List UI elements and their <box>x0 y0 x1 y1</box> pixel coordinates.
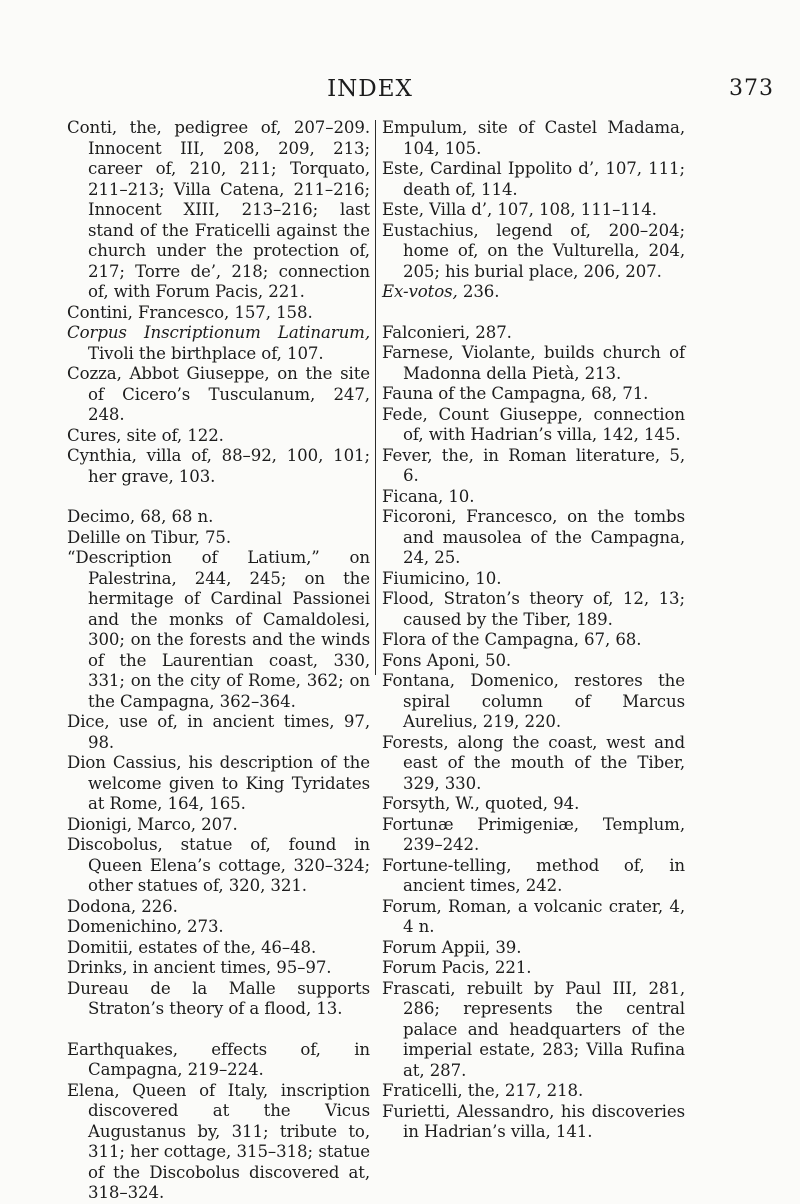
index-entry <box>382 630 685 651</box>
index-entry-text: Fede, Count Giuseppe, connection of, with Hadrian’s villa, 142, 145. <box>382 404 685 444</box>
index-entry-text: Flora of the Campagna, 67, 68. <box>382 630 642 649</box>
index-entry-text: Conti, the, pedigree of, 207–209. Innocent III, 208, 209, 213; career of, 210, 211; Torquato, 211–213; Villa Catena, 211–216; Innocent XIII, 213–216; last stand of the Fraticelli against the church under the protection of, 217; Torre de’, 218; connection of, with Forum Pacis, 221. <box>67 118 370 301</box>
index-entry <box>382 221 685 283</box>
index-entry-text: Cynthia, villa of, 88–92, 100, 101; her grave, 103. <box>67 446 370 486</box>
index-entry <box>382 446 685 487</box>
index-entry-text: Domenichino, 273. <box>67 917 224 936</box>
index-entry-text: Forum, Roman, a volcanic crater, 4, 4 n. <box>382 896 685 936</box>
index-entry-text: Dodona, 226. <box>67 896 178 916</box>
index-entry <box>382 1081 685 1102</box>
index-entry-text: Eustachius, legend of, 200–204; home of, on the Vulturella, 204, 205; his burial place, 206, 207. <box>382 220 685 281</box>
index-entry-text: Fiumicino, 10. <box>382 568 502 588</box>
index-entry-text: Elena, Queen of Italy, inscription discovered at the Vicus Augustanus by, 311; tribute to, 311; her cottage, 315–318; statue of the Discobolus discovered at, 318–324. <box>67 1080 370 1202</box>
index-entry <box>67 958 370 979</box>
index-entry <box>67 364 370 426</box>
index-entry <box>382 118 685 159</box>
index-entry <box>382 487 685 508</box>
index-entry <box>67 1081 370 1204</box>
index-entry-text: Forum Pacis, 221. <box>382 958 532 977</box>
index-entry-text: Forsyth, W., quoted, 94. <box>382 794 580 813</box>
index-entry-text: Delille on Tibur, 75. <box>67 527 232 547</box>
index-entry-text: Cures, site of, 122. <box>67 425 224 445</box>
index-entry-text: Frascati, rebuilt by Paul III, 281, 286; represents the central palace and headquarters of the imperial estate, 283; Villa Rufina at, 287. <box>382 978 685 1080</box>
index-entry-text: Ficoroni, Francesco, on the tombs and mausolea of the Campagna, 24, 25. <box>382 507 685 567</box>
index-entry-text: Flood, Straton’s theory of, 12, 13; caused by the Tiber, 189. <box>382 589 685 629</box>
index-entry-text: Forests, along the coast, west and east of the mouth of the Tiber, 329, 330. <box>382 732 685 793</box>
index-entry-text: Fraticelli, the, 217, 218. <box>382 1081 584 1100</box>
index-entry <box>67 303 370 324</box>
index-entry-text: Este, Cardinal Ippolito d’, 107, 111; death of, 114. <box>382 159 685 199</box>
index-entry-text: Fortune-telling, method of, in ancient times, 242. <box>382 855 685 895</box>
index-entry <box>382 589 685 630</box>
index-entry <box>382 1102 685 1143</box>
index-entry <box>67 548 370 712</box>
index-entry <box>67 1040 370 1081</box>
index-entry <box>382 405 685 446</box>
index-entry-text: Ficana, 10. <box>382 486 475 506</box>
index-entry <box>382 323 685 344</box>
index-entry-text: Empulum, site of Castel Madama, 104, 105. <box>382 118 685 158</box>
index-entry-text: Cozza, Abbot Giuseppe, on the site of Cicero’s Tusculanum, 247, 248. <box>67 364 370 424</box>
index-column-right <box>382 118 685 1143</box>
index-entry <box>67 507 370 528</box>
index-entry <box>382 794 685 815</box>
index-entry-text: “Description of Latium,” on Palestrina, 244, 245; on the hermitage of Cardinal Passionei and the monks of Camaldolesi, 300; on the forests and the winds of the Laurentian coast, 330, 331; on the city of Rome, 362; on the Campagna, 362–364. <box>67 548 370 711</box>
index-entry-italic-term: Corpus Inscriptionum Latinarum, <box>67 323 370 342</box>
index-entry <box>382 200 685 221</box>
index-entry-text: Falconieri, 287. <box>382 322 512 342</box>
index-entry <box>67 426 370 447</box>
index-entry <box>382 651 685 672</box>
index-entry-text: 236. <box>457 282 500 301</box>
index-entry <box>382 282 685 303</box>
index-entry <box>382 569 685 590</box>
index-entry-text: Fortunæ Primigeniæ, Templum, 239–242. <box>382 814 685 854</box>
index-entry <box>382 343 685 384</box>
index-entry-text: Furietti, Alessandro, his discoveries in Hadrian’s villa, 141. <box>382 1101 685 1141</box>
index-entry <box>67 323 370 364</box>
index-entry-italic-term: Ex-votos, <box>382 282 458 301</box>
index-entry <box>382 979 685 1082</box>
index-entry-text: Drinks, in ancient times, 95–97. <box>67 958 332 977</box>
index-entry-text: Farnese, Violante, builds church of Madonna della Pietà, 213. <box>382 343 685 383</box>
index-entry <box>67 938 370 959</box>
index-entry-text: Dion Cassius, his description of the welcome given to King Tyridates at Rome, 164, 165. <box>67 753 370 813</box>
index-entry <box>382 671 685 733</box>
index-entry-text: Domitii, estates of the, 46–48. <box>67 937 317 957</box>
index-entry <box>67 897 370 918</box>
index-entry-text: Earthquakes, effects of, in Campagna, 219–224. <box>67 1039 370 1079</box>
column-divider <box>375 120 376 675</box>
index-entry-text: Fons Aponi, 50. <box>382 650 512 670</box>
index-entry-text: Dureau de la Malle supports Straton’s theory of a flood, 13. <box>67 978 370 1018</box>
index-entry <box>382 856 685 897</box>
index-entry <box>382 507 685 569</box>
index-entry-text: Forum Appii, 39. <box>382 937 522 957</box>
index-entry <box>382 958 685 979</box>
index-entry-text: Fauna of the Campagna, 68, 71. <box>382 384 649 403</box>
index-entry <box>382 733 685 795</box>
index-entry <box>382 938 685 959</box>
index-entry <box>67 118 370 303</box>
index-column-left <box>67 118 370 1204</box>
index-entry-text: Dice, use of, in ancient times, 97, 98. <box>67 712 370 752</box>
index-entry <box>382 384 685 405</box>
index-entry-text: Decimo, 68, 68 n. <box>67 507 214 526</box>
index-entry <box>67 835 370 897</box>
index-entry <box>67 528 370 549</box>
index-entry-text: Este, Villa d’, 107, 108, 111–114. <box>382 200 657 219</box>
index-entry-text: Tivoli the birthplace of, 107. <box>88 343 324 363</box>
index-entry <box>382 815 685 856</box>
index-entry <box>67 815 370 836</box>
index-entry-text: Fever, the, in Roman literature, 5, 6. <box>382 445 685 485</box>
running-title: INDEX <box>327 76 413 102</box>
page-number: 373 <box>729 76 774 101</box>
page-header <box>0 76 800 112</box>
index-entry-text: Discobolus, statue of, found in Queen Elena’s cottage, 320–324; other statues of, 320, 321. <box>67 835 370 895</box>
index-entry-text: Contini, Francesco, 157, 158. <box>67 302 313 322</box>
index-entry-text: Dionigi, Marco, 207. <box>67 814 238 834</box>
index-entry <box>67 446 370 487</box>
index-entry <box>67 917 370 938</box>
index-entry <box>67 753 370 815</box>
index-entry <box>67 979 370 1020</box>
index-entry <box>382 159 685 200</box>
index-entry-text: Fontana, Domenico, restores the spiral column of Marcus Aurelius, 219, 220. <box>382 671 685 731</box>
index-entry <box>382 897 685 938</box>
index-entry <box>67 712 370 753</box>
